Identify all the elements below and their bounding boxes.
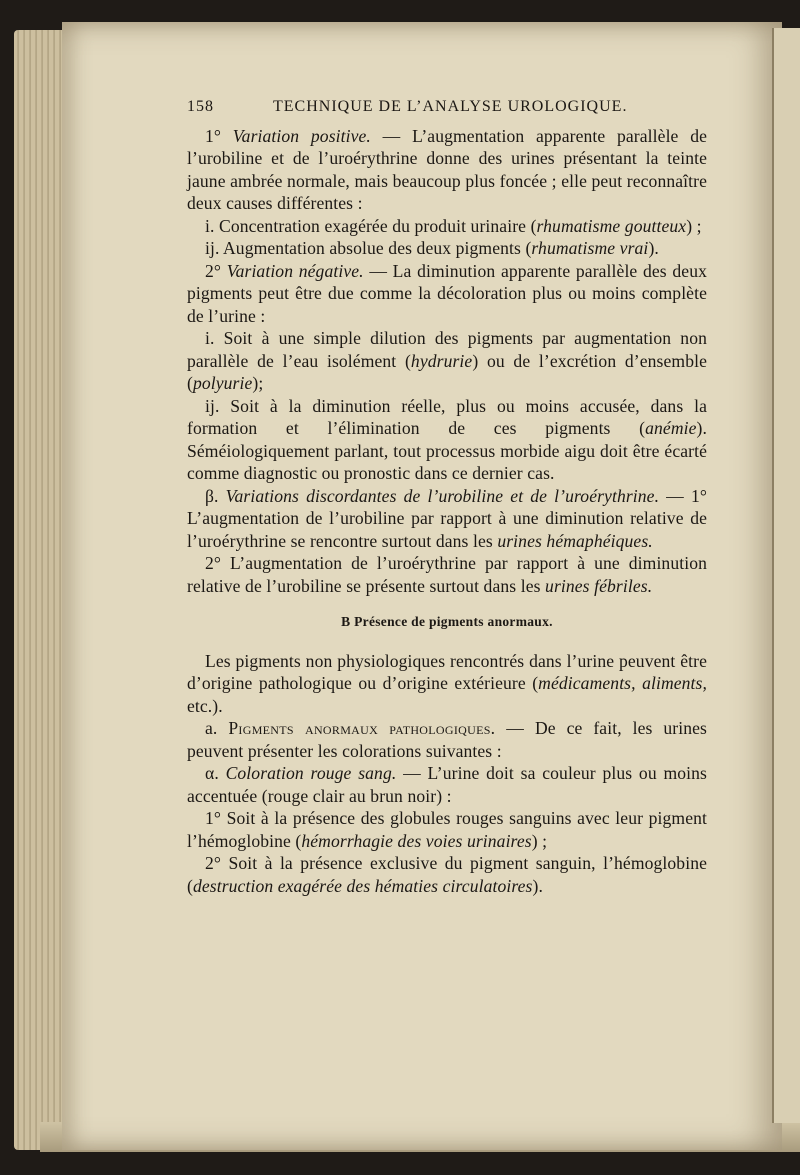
paragraph-uroerythrine: 2° L’augmentation de l’uroérythrine par rapport à une diminution relative de l’urobiline se présente surtout dans les urines fébriles. xyxy=(187,553,707,596)
paragraph-concentration: i. Concentration exagérée du produit urinaire (rhumatisme goutteux) ; xyxy=(205,215,702,236)
paragraph-variation-positive: 1° Variation positive. — L’augmentation apparente parallèle de l’urobiline et de l’uroérythrine donne des urines présentant la teinte jaune ambrée normale, mais beaucoup plus foncée ; elle peut reconnaître deux causes différentes : xyxy=(187,125,708,213)
running-head xyxy=(187,96,707,119)
paragraph-variations-discordantes: β. Variations discordantes de l’urobiline et de l’uroérythrine. — 1° L’augmentation de l’urobiline par rapport à une diminution relative de l’uroérythrine se rencontre surtout dans les urines hémaphéiques. xyxy=(187,485,707,551)
paragraph-augmentation-absolue: ij. Augmentation absolue des deux pigments (rhumatisme vrai). xyxy=(205,238,659,258)
paragraph-pigment-sanguin: 2° Soit à la présence exclusive du pigment sanguin, l’hémoglobine (destruction exagérée des hématies circulatoires). xyxy=(187,853,707,896)
paragraph-globules-rouges: 1° Soit à la présence des globules rouges sanguins avec leur pigment l’hémoglobine (hémorrhagie des voies urinaires) ; xyxy=(187,808,707,851)
paragraph-dilution: i. Soit à une simple dilution des pigments par augmentation non parallèle de l’eau isolément (hydrurie) ou de l’excrétion d’ensemble (polyurie); xyxy=(187,328,707,393)
page-number: 158 xyxy=(187,98,214,115)
next-page-edge xyxy=(772,28,800,1123)
paragraph-coloration-rouge: α. Coloration rouge sang. — L’urine doit sa couleur plus ou moins accentuée (rouge clair au brun noir) : xyxy=(187,763,707,806)
paragraph-variation-negative: 2° Variation négative. — La diminution apparente parallèle des deux pigments peut être due comme la décoloration plus ou moins complète de l’urine : xyxy=(187,260,708,326)
section-title: B Présence de pigments anormaux. xyxy=(341,614,553,629)
paragraph-pigments-pathologiques: a. Pigments anormaux pathologiques. — De ce fait, les urines peuvent présenter les colorations suivantes : xyxy=(187,718,707,761)
page-text xyxy=(187,96,707,897)
paragraph-pigments-non-physiologiques: Les pigments non physiologiques rencontrés dans l’urine peuvent être d’origine pathologique ou d’origine extérieure (médicaments, aliments, etc.). xyxy=(187,650,707,716)
paragraph-diminution-reelle: ij. Soit à la diminution réelle, plus ou moins accusée, dans la formation et l’élimination de ces pigments (anémie). Séméiologiquement parlant, tout processus morbide aigu doit être écarté comme diagnostic ou pronostic dans ce dernier cas. xyxy=(187,395,707,483)
running-title: TECHNIQUE DE L’ANALYSE UROLOGIQUE. xyxy=(273,98,628,115)
